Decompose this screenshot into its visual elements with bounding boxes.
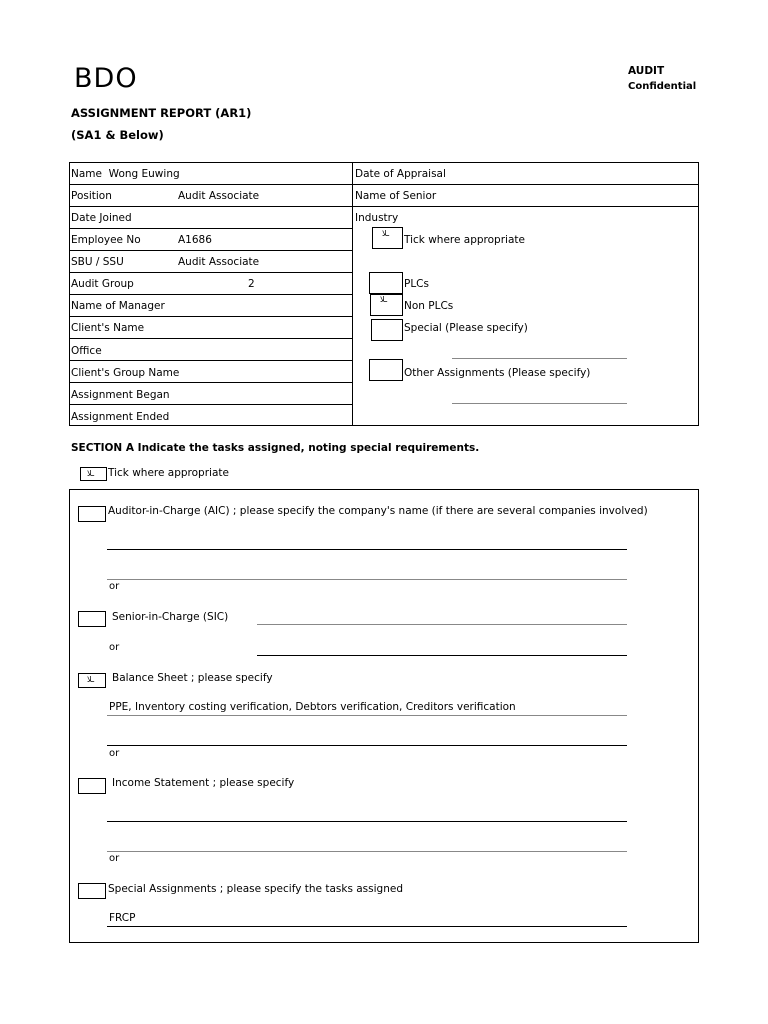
balance-sheet-value: PPE, Inventory costing verification, Debtors verification, Creditors verification — [109, 701, 516, 713]
other-assignments-checkbox[interactable] — [369, 359, 403, 381]
special-label: Special (Please specify) — [404, 322, 528, 334]
employee-no-label: Employee No — [71, 234, 141, 246]
client-name-label: Client's Name — [71, 322, 145, 334]
employee-no-value: A1686 — [178, 234, 212, 246]
aic-line-1[interactable] — [107, 549, 627, 550]
balance-sheet-line-1[interactable] — [107, 715, 627, 716]
balance-sheet-label: Balance Sheet ; please specify — [112, 672, 273, 684]
page-title: ASSIGNMENT REPORT (AR1) — [71, 106, 252, 120]
tick-mark-icon: ـلا — [382, 229, 390, 238]
audit-label: AUDIT — [628, 65, 665, 77]
section-a-heading: SECTION A Indicate the tasks assigned, noting special requirements. — [71, 442, 480, 454]
income-statement-line-2[interactable] — [107, 851, 627, 852]
section-a-tick-icon: ـلا — [87, 469, 95, 478]
non-plcs-label: Non PLCs — [404, 300, 454, 312]
or-label-3: or — [109, 748, 120, 759]
manager-label: Name of Manager — [71, 300, 165, 312]
income-statement-line-1[interactable] — [107, 821, 627, 822]
audit-group-label: Audit Group — [71, 278, 134, 290]
plcs-checkbox[interactable] — [369, 272, 403, 294]
non-plcs-tick-icon: ـلا — [380, 295, 388, 304]
special-specify-line[interactable] — [452, 358, 627, 359]
date-of-appraisal-label: Date of Appraisal — [355, 168, 446, 180]
special-checkbox[interactable] — [371, 319, 403, 341]
income-statement-checkbox[interactable] — [78, 778, 106, 794]
other-specify-line[interactable] — [452, 403, 627, 404]
aic-label: Auditor-in-Charge (AIC) ; please specify the company's name (if there are several companies involved) — [108, 505, 648, 517]
name-of-senior-label: Name of Senior — [355, 190, 437, 202]
sic-line-2[interactable] — [257, 655, 627, 656]
tick-where-label: Tick where appropriate — [404, 234, 525, 246]
special-assignments-value: FRCP — [109, 912, 136, 924]
industry-label: Industry — [355, 212, 399, 224]
or-label-4: or — [109, 853, 120, 864]
confidential-label: Confidential — [628, 81, 697, 92]
sbu-label: SBU / SSU — [71, 256, 124, 268]
special-assignments-checkbox[interactable] — [78, 883, 106, 899]
bdo-logo: BDO — [74, 63, 138, 94]
balance-sheet-line-2[interactable] — [107, 745, 627, 746]
name-value: Wong Euwing — [108, 168, 180, 180]
page-subtitle: (SA1 & Below) — [71, 128, 164, 142]
assignment-ended-label: Assignment Ended — [71, 411, 170, 423]
special-assignments-line[interactable] — [107, 926, 627, 927]
position-label: Position — [71, 190, 112, 202]
or-label-2: or — [109, 642, 120, 653]
sic-label: Senior-in-Charge (SIC) — [112, 611, 229, 623]
position-value: Audit Associate — [178, 190, 260, 202]
audit-group-value: 2 — [248, 278, 255, 290]
office-label: Office — [71, 345, 102, 357]
other-assignments-label: Other Assignments (Please specify) — [404, 367, 591, 379]
section-a-box — [69, 489, 699, 943]
date-joined-label: Date Joined — [71, 212, 132, 224]
aic-line-2[interactable] — [107, 579, 627, 580]
income-statement-label: Income Statement ; please specify — [112, 777, 295, 789]
plcs-label: PLCs — [404, 278, 429, 290]
client-group-label: Client's Group Name — [71, 367, 180, 379]
balance-sheet-tick-icon: ـلا — [87, 675, 95, 684]
special-assignments-label: Special Assignments ; please specify the tasks assigned — [108, 883, 403, 895]
or-label-1: or — [109, 581, 120, 592]
sic-line[interactable] — [257, 624, 627, 625]
aic-checkbox[interactable] — [78, 506, 106, 522]
assignment-began-label: Assignment Began — [71, 389, 170, 401]
sbu-value: Audit Associate — [178, 256, 260, 268]
name-label: Name Wong Euwing — [71, 168, 180, 180]
section-a-tick-where: Tick where appropriate — [108, 467, 229, 479]
sic-checkbox[interactable] — [78, 611, 106, 627]
